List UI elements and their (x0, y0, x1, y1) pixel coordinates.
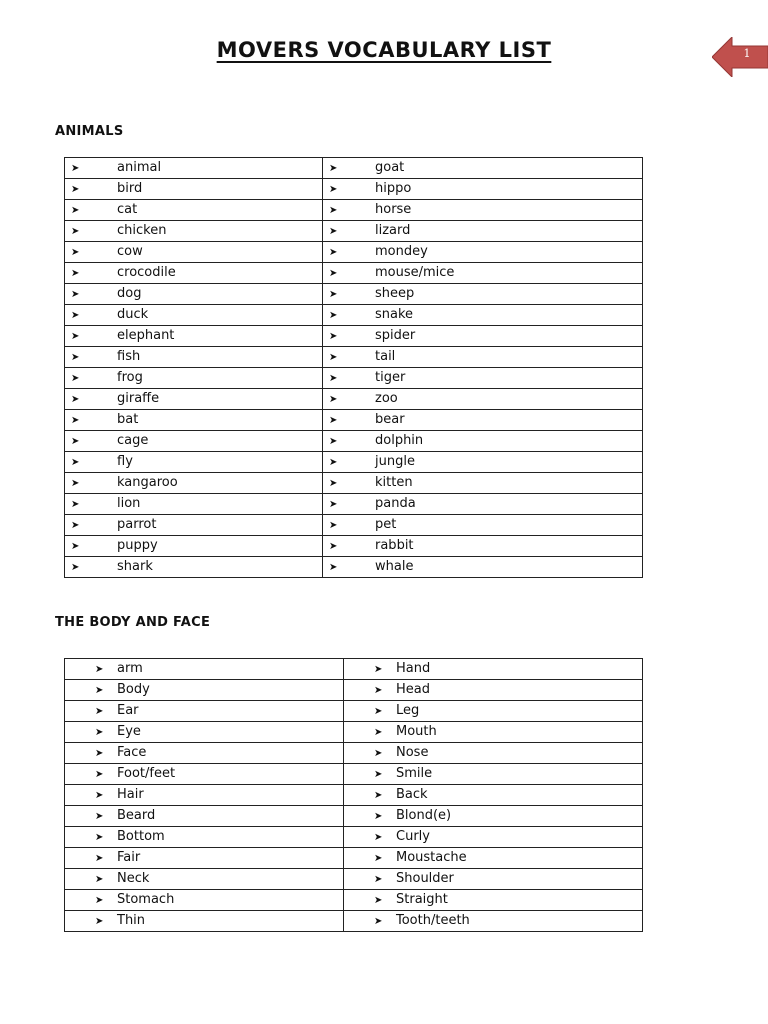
table-row (65, 473, 643, 494)
arrowhead-bullet-icon: ➤ (95, 706, 104, 717)
table-row (65, 452, 643, 473)
arrowhead-bullet-icon: ➤ (329, 352, 338, 363)
table-row (65, 347, 643, 368)
vocab-word: cat (117, 202, 138, 217)
vocab-cell (344, 659, 643, 680)
vocab-word: cow (117, 244, 143, 259)
vocab-cell (344, 701, 643, 722)
vocab-word: tail (375, 349, 396, 364)
arrowhead-bullet-icon: ➤ (95, 790, 104, 801)
arrowhead-bullet-icon: ➤ (374, 664, 383, 675)
vocab-word: Hair (117, 787, 144, 802)
vocab-word: hippo (375, 181, 412, 196)
vocab-word: bat (117, 412, 139, 427)
vocab-word: lizard (375, 223, 411, 238)
vocab-word: frog (117, 370, 143, 385)
vocab-cell (65, 869, 344, 890)
arrowhead-bullet-icon: ➤ (71, 184, 80, 195)
table-row (65, 890, 643, 911)
vocab-cell (65, 305, 323, 326)
arrowhead-bullet-icon: ➤ (95, 748, 104, 759)
arrowhead-bullet-icon: ➤ (71, 331, 80, 342)
vocab-word: Beard (117, 808, 156, 823)
vocab-cell (65, 242, 323, 263)
arrowhead-bullet-icon: ➤ (374, 769, 383, 780)
arrowhead-bullet-icon: ➤ (329, 331, 338, 342)
vocab-cell (323, 494, 643, 515)
vocab-cell (344, 890, 643, 911)
vocab-word: Ear (117, 703, 139, 718)
arrowhead-bullet-icon: ➤ (329, 436, 338, 447)
vocab-word: zoo (375, 391, 398, 406)
vocab-word: Nose (396, 745, 429, 760)
section-heading-animals: ANIMALS (55, 124, 124, 139)
arrowhead-bullet-icon: ➤ (71, 457, 80, 468)
vocab-word: bear (375, 412, 405, 427)
body-face-vocab-table (64, 658, 643, 932)
arrowhead-bullet-icon: ➤ (374, 853, 383, 864)
table-row (65, 848, 643, 869)
vocab-cell (323, 263, 643, 284)
vocab-word: Curly (396, 829, 430, 844)
vocab-cell (344, 911, 643, 932)
vocab-cell (323, 515, 643, 536)
vocab-cell (344, 722, 643, 743)
arrowhead-bullet-icon: ➤ (329, 247, 338, 258)
arrowhead-bullet-icon: ➤ (71, 436, 80, 447)
table-row (65, 389, 643, 410)
table-row (65, 158, 643, 179)
arrowhead-bullet-icon: ➤ (95, 664, 104, 675)
vocab-cell (65, 410, 323, 431)
vocab-cell (344, 806, 643, 827)
vocab-cell (323, 326, 643, 347)
vocab-cell (65, 389, 323, 410)
vocab-word: Eye (117, 724, 141, 739)
vocab-word: Foot/feet (117, 766, 176, 781)
arrowhead-bullet-icon: ➤ (95, 853, 104, 864)
arrowhead-bullet-icon: ➤ (71, 394, 80, 405)
vocab-word: Back (396, 787, 428, 802)
vocab-word: Bottom (117, 829, 165, 844)
vocab-word: mondey (375, 244, 428, 259)
vocab-cell (323, 536, 643, 557)
table-row (65, 659, 643, 680)
table-row (65, 284, 643, 305)
table-row (65, 515, 643, 536)
arrowhead-bullet-icon: ➤ (95, 727, 104, 738)
vocab-cell (323, 557, 643, 578)
vocab-cell (65, 347, 323, 368)
table-row (65, 785, 643, 806)
arrowhead-bullet-icon: ➤ (71, 205, 80, 216)
vocab-word: crocodile (117, 265, 176, 280)
table-row (65, 221, 643, 242)
table-row (65, 263, 643, 284)
vocab-cell (323, 221, 643, 242)
arrowhead-bullet-icon: ➤ (95, 895, 104, 906)
vocab-word: Neck (117, 871, 150, 886)
table-row (65, 431, 643, 452)
table-row (65, 368, 643, 389)
arrowhead-bullet-icon: ➤ (374, 916, 383, 927)
table-row (65, 869, 643, 890)
vocab-word: kangaroo (117, 475, 178, 490)
arrowhead-bullet-icon: ➤ (329, 268, 338, 279)
table-row (65, 680, 643, 701)
arrowhead-bullet-icon: ➤ (329, 457, 338, 468)
vocab-word: sheep (375, 286, 415, 301)
vocab-cell (65, 368, 323, 389)
arrowhead-bullet-icon: ➤ (329, 289, 338, 300)
vocab-word: animal (117, 160, 162, 175)
vocab-word: Stomach (117, 892, 175, 907)
arrowhead-bullet-icon: ➤ (374, 832, 383, 843)
vocab-cell (65, 200, 323, 221)
vocab-cell (65, 179, 323, 200)
arrowhead-bullet-icon: ➤ (71, 541, 80, 552)
vocab-word: Moustache (396, 850, 467, 865)
arrowhead-bullet-icon: ➤ (329, 478, 338, 489)
vocab-cell (344, 785, 643, 806)
arrowhead-bullet-icon: ➤ (374, 790, 383, 801)
vocab-word: shark (117, 559, 153, 574)
arrowhead-bullet-icon: ➤ (329, 163, 338, 174)
vocab-cell (323, 473, 643, 494)
table-row (65, 743, 643, 764)
vocab-word: Leg (396, 703, 420, 718)
arrowhead-bullet-icon: ➤ (95, 685, 104, 696)
arrowhead-bullet-icon: ➤ (71, 268, 80, 279)
vocab-word: lion (117, 496, 141, 511)
vocab-word: snake (375, 307, 414, 322)
vocab-cell (344, 743, 643, 764)
vocab-cell (323, 200, 643, 221)
vocab-word: Blond(e) (396, 808, 452, 823)
arrowhead-bullet-icon: ➤ (95, 769, 104, 780)
table-row (65, 200, 643, 221)
vocab-cell (323, 158, 643, 179)
table-row (65, 911, 643, 932)
vocab-cell (323, 305, 643, 326)
arrowhead-bullet-icon: ➤ (95, 832, 104, 843)
vocab-word: cage (117, 433, 149, 448)
table-row (65, 764, 643, 785)
vocab-cell (344, 680, 643, 701)
page-number: 1 (743, 47, 751, 60)
vocab-cell (65, 326, 323, 347)
vocab-word: spider (375, 328, 416, 343)
vocab-word: dolphin (375, 433, 424, 448)
vocab-word: Mouth (396, 724, 437, 739)
vocab-word: horse (375, 202, 412, 217)
arrowhead-bullet-icon: ➤ (71, 247, 80, 258)
vocab-word: jungle (375, 454, 415, 469)
arrowhead-bullet-icon: ➤ (95, 916, 104, 927)
arrowhead-bullet-icon: ➤ (71, 373, 80, 384)
vocab-word: rabbit (375, 538, 414, 553)
vocab-word: Hand (396, 661, 431, 676)
vocab-word: dog (117, 286, 142, 301)
table-row (65, 827, 643, 848)
table-row (65, 326, 643, 347)
vocab-word: duck (117, 307, 149, 322)
vocab-cell (65, 680, 344, 701)
arrowhead-bullet-icon: ➤ (329, 499, 338, 510)
table-row (65, 494, 643, 515)
arrowhead-bullet-icon: ➤ (71, 226, 80, 237)
vocab-cell (323, 347, 643, 368)
arrowhead-bullet-icon: ➤ (329, 541, 338, 552)
arrowhead-bullet-icon: ➤ (329, 373, 338, 384)
arrowhead-bullet-icon: ➤ (374, 727, 383, 738)
vocab-cell (323, 242, 643, 263)
vocab-cell (65, 263, 323, 284)
vocab-word: panda (375, 496, 416, 511)
vocab-cell (323, 179, 643, 200)
vocab-word: fly (117, 454, 133, 469)
vocab-cell (65, 827, 344, 848)
vocab-word: arm (117, 661, 143, 676)
arrowhead-bullet-icon: ➤ (71, 310, 80, 321)
vocab-cell (65, 221, 323, 242)
arrowhead-bullet-icon: ➤ (95, 874, 104, 885)
vocab-cell (65, 557, 323, 578)
vocab-word: goat (375, 160, 405, 175)
arrowhead-bullet-icon: ➤ (374, 748, 383, 759)
arrowhead-bullet-icon: ➤ (329, 205, 338, 216)
arrowhead-bullet-icon: ➤ (374, 874, 383, 885)
table-row (65, 536, 643, 557)
vocab-word: giraffe (117, 391, 160, 406)
vocab-cell (65, 452, 323, 473)
vocab-word: Thin (117, 913, 146, 928)
table-row (65, 410, 643, 431)
arrowhead-bullet-icon: ➤ (71, 289, 80, 300)
vocab-cell (323, 368, 643, 389)
animals-vocab-table (64, 157, 643, 578)
arrowhead-bullet-icon: ➤ (71, 352, 80, 363)
vocab-cell (65, 848, 344, 869)
vocab-cell (65, 473, 323, 494)
arrowhead-bullet-icon: ➤ (374, 706, 383, 717)
vocab-cell (65, 743, 344, 764)
arrowhead-bullet-icon: ➤ (329, 226, 338, 237)
vocab-word: pet (375, 517, 397, 532)
vocab-word: puppy (117, 538, 158, 553)
arrowhead-bullet-icon: ➤ (71, 415, 80, 426)
vocab-word: parrot (117, 517, 157, 532)
vocab-cell (65, 158, 323, 179)
vocab-cell (65, 764, 344, 785)
vocab-word: Face (117, 745, 147, 760)
vocab-word: kitten (375, 475, 413, 490)
vocab-cell (323, 389, 643, 410)
vocab-word: elephant (117, 328, 175, 343)
vocab-word: Tooth/teeth (396, 913, 470, 928)
arrowhead-bullet-icon: ➤ (71, 478, 80, 489)
vocab-word: bird (117, 181, 143, 196)
table-row (65, 722, 643, 743)
vocab-cell (65, 284, 323, 305)
vocab-cell (65, 911, 344, 932)
vocab-word: Straight (396, 892, 448, 907)
vocab-cell (65, 515, 323, 536)
vocab-word: Head (396, 682, 430, 697)
arrowhead-bullet-icon: ➤ (329, 184, 338, 195)
arrowhead-bullet-icon: ➤ (329, 520, 338, 531)
vocab-word: whale (375, 559, 414, 574)
vocab-cell (344, 869, 643, 890)
arrowhead-bullet-icon: ➤ (71, 520, 80, 531)
vocab-word: Fair (117, 850, 141, 865)
vocab-cell (65, 431, 323, 452)
arrowhead-bullet-icon: ➤ (374, 895, 383, 906)
vocab-cell (65, 536, 323, 557)
vocab-cell (323, 431, 643, 452)
page-title: MOVERS VOCABULARY LIST (216, 38, 552, 62)
table-row (65, 179, 643, 200)
vocab-cell (65, 890, 344, 911)
vocab-cell (65, 701, 344, 722)
arrowhead-bullet-icon: ➤ (374, 685, 383, 696)
arrowhead-bullet-icon: ➤ (329, 310, 338, 321)
vocab-word: chicken (117, 223, 167, 238)
vocab-cell (65, 785, 344, 806)
table-row (65, 806, 643, 827)
arrowhead-bullet-icon: ➤ (329, 562, 338, 573)
arrowhead-bullet-icon: ➤ (329, 415, 338, 426)
vocab-cell (65, 722, 344, 743)
vocab-cell (65, 806, 344, 827)
vocab-cell (65, 659, 344, 680)
vocab-cell (323, 410, 643, 431)
page-number-badge (712, 37, 768, 77)
vocab-cell (344, 848, 643, 869)
arrowhead-bullet-icon: ➤ (71, 499, 80, 510)
vocab-word: Shoulder (396, 871, 454, 886)
arrowhead-bullet-icon: ➤ (71, 163, 80, 174)
vocab-word: fish (117, 349, 141, 364)
table-row (65, 701, 643, 722)
vocab-cell (65, 494, 323, 515)
vocab-cell (344, 827, 643, 848)
vocab-word: Body (117, 682, 150, 697)
vocab-word: tiger (375, 370, 406, 385)
vocab-word: Smile (396, 766, 433, 781)
section-heading-body-and-face: THE BODY AND FACE (55, 615, 211, 630)
table-row (65, 557, 643, 578)
vocab-word: mouse/mice (375, 265, 455, 280)
vocab-cell (323, 452, 643, 473)
table-row (65, 305, 643, 326)
arrowhead-bullet-icon: ➤ (95, 811, 104, 822)
arrowhead-bullet-icon: ➤ (374, 811, 383, 822)
vocab-cell (323, 284, 643, 305)
arrowhead-bullet-icon: ➤ (71, 562, 80, 573)
table-row (65, 242, 643, 263)
vocab-cell (344, 764, 643, 785)
arrowhead-bullet-icon: ➤ (329, 394, 338, 405)
